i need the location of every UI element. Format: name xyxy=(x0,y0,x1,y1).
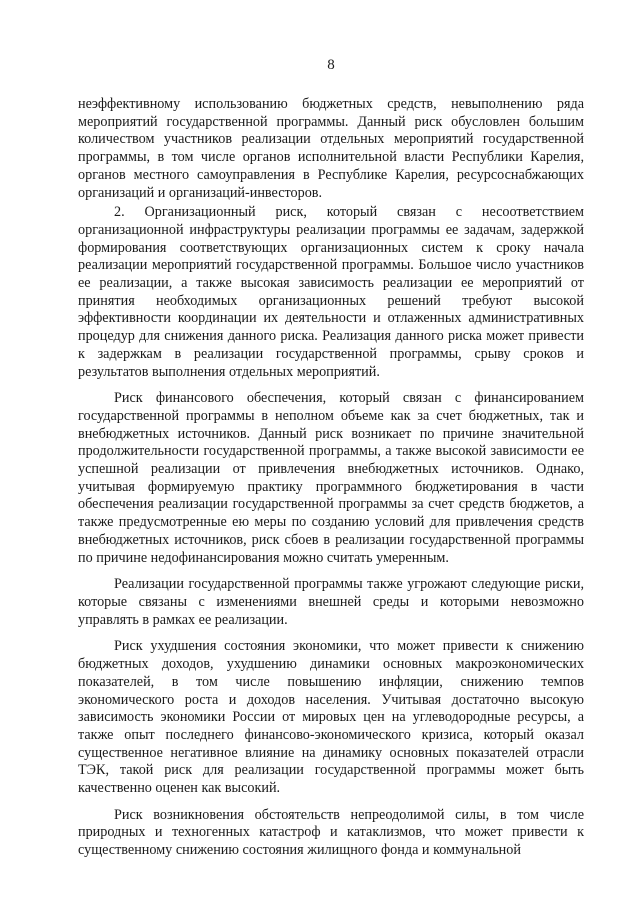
paragraph-external-risks-intro: Реализации государственной программы также угрожают следующие риски, которые связаны с изменениями внешней среды и которыми невозможно управлять в рамках ее реализации. xyxy=(78,576,584,628)
paragraph-economic-risk: Риск ухудшения состояния экономики, что может привести к снижению бюджетных доходов, ухудшению динамики основных макроэкономических показателей, в том числе повышению инфляции, снижению темпов экономического роста и доходов населения. Учитывая достаточно высокую зависимость экономики России от мировых цен на углеводородные ресурсы, а также опыт последнего финансово-экономического кризиса, который оказал существенное негативное влияние на динамику основных показателей отрасли ТЭК, такой риск для реализации государственной программы может быть качественно оценен как высокий. xyxy=(78,638,584,797)
paragraph-force-majeure-risk: Риск возникновения обстоятельств непреодолимой силы, в том числе природных и техногенных катастроф и катаклизмов, что может привести к существенному снижению состояния жилищного фонда и коммунальной xyxy=(78,806,584,859)
page-number: 8 xyxy=(327,57,335,73)
paragraph-financial-risk: Риск финансового обеспечения, который связан с финансированием государственной программы в неполном объеме как за счет бюджетных, так и внебюджетных источников. Данный риск возникает по причине значительной продолжительности государственной программы, а также высокой зависимости ее успешной реализации от привлечения внебюджетных источников. Однако, учитывая формируемую практику программного бюджетирования в части обеспечения реализации государственной программы за счет средств бюджетов, а также предусмотренные ею меры по созданию условий для привлечения средств внебюджетных источников, риск сбоев в реализации государственной программы по причине недофинансирования можно считать умеренным. xyxy=(78,390,584,566)
paragraph-budget-risk-continuation: неэффективному использованию бюджетных средств, невыполнению ряда мероприятий государственной программы. Данный риск обусловлен большим количеством участников реализации отдельных мероприятий государственной программы, в том числе органов исполнительной власти Республики Карелия, органов местного самоуправления в Республике Карелия, ресурсоснабжающих организаций и организаций-инвесторов. xyxy=(78,96,584,201)
paragraph-organizational-risk: 2. Организационный риск, который связан с несоответствием организационной инфраструктуры реализации программы ее задачам, задержкой формирования соответствующих организационных систем к сроку начала реализации мероприятий государственной программы. Большое число участников ее реализации, а также высокая зависимость реализации ее мероприятий от принятия необходимых организационных решений требуют высокой эффективности координации их деятельности и отлаженных административных процедур для снижения данного риска. Реализация данного риска может привести к задержкам в реализации государственной программы, срыву сроков и результатов выполнения отдельных мероприятий. xyxy=(78,204,584,380)
